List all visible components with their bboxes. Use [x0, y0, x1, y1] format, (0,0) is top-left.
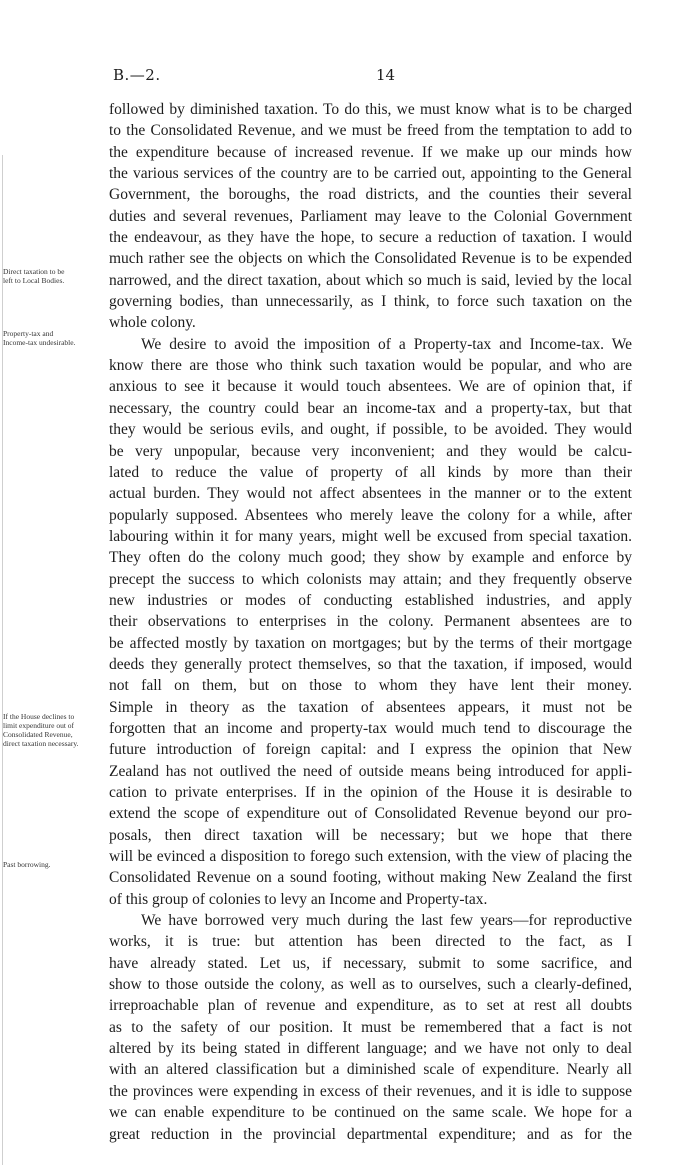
text-line: as to the safety of our position. It must be remembered that a fact is not — [109, 1018, 632, 1036]
text-line: they would be serious evils, and ought, if possible, to be avoided. They would — [109, 421, 632, 439]
text-line: precept the success to which colonists may attain; and they frequently observe — [109, 570, 632, 588]
text-line: we can enable expenditure to be continued on the same scale. We hope for a — [109, 1104, 632, 1122]
page-number: 14 — [376, 66, 396, 84]
paragraph-start-line: We have borrowed very much during the last few years—for reproductive — [141, 912, 632, 930]
text-line: posals, then direct taxation will be necessary; but we hope that there — [109, 826, 632, 844]
text-line: will be evinced a disposition to forego such extension, with the view of placing the — [109, 848, 632, 866]
text-line: popularly supposed. Absentees who merely leave the colony for a while, after — [109, 506, 632, 524]
text-line: actual burden. They would not affect absentees in the manner or to the extent — [109, 485, 632, 503]
body-text — [109, 99, 632, 1145]
paragraph-end-line: whole colony. — [109, 314, 196, 332]
marginal-note-house-declines — [3, 712, 103, 748]
text-line: extend the scope of expenditure out of Consolidated Revenue beyond our pro- — [109, 805, 632, 823]
text-line: anxious to see it because it would touch absentees. We are of opinion that, if — [109, 378, 632, 396]
text-line: Consolidated Revenue on a sound footing, without making New Zealand the first — [109, 869, 632, 887]
text-line: the expenditure because of increased revenue. If we make up our minds how — [109, 143, 632, 161]
text-line: labouring within it for many years, might well be excused from special taxation. — [109, 527, 632, 545]
text-line: cation to private enterprises. If in the opinion of the House it is desirable to — [109, 784, 632, 801]
text-line: to the Consolidated Revenue, and we must be freed from the temptation to add to — [109, 122, 632, 140]
text-line: They often do the colony much good; they show by example and enforce by — [109, 549, 632, 567]
marginal-note-line: Property-tax and — [3, 329, 54, 338]
text-line: necessary, the country could bear an income-tax and a property-tax, but that — [109, 399, 632, 417]
text-line: future introduction of foreign capital: and I express the opinion that New — [109, 741, 632, 759]
text-line: duties and several revenues, Parliament may leave to the Colonial Government — [109, 207, 632, 225]
text-line: governing bodies, than unnecessarily, as I think, to force such taxation on the — [109, 293, 632, 311]
marginal-note-line: Income-tax undesirable. — [3, 338, 76, 347]
text-line: the provinces were expending in excess of their revenues, and it is idle to suppose — [109, 1082, 632, 1100]
text-line: with an altered classification but a diminished scale of expenditure. Nearly all — [109, 1061, 632, 1079]
text-line: show to those outside the colony, as well as to ourselves, such a clearly-defined, — [109, 976, 632, 994]
text-line: know there are those who think such taxation would be popular, and who are — [109, 357, 632, 375]
text-line: not fall on them, but on those to whom they have lent their money. — [109, 677, 632, 695]
text-line: works, it is true: but attention has been directed to the fact, as I — [109, 933, 632, 951]
text-line: be very unpopular, because very inconvenient; and they would be calcu- — [109, 442, 632, 460]
text-line: be affected mostly by taxation on mortgages; but by the terms of their mortgage — [109, 634, 632, 652]
text-line: have already stated. Let us, if necessary, submit to some sacrifice, and — [109, 954, 632, 972]
text-line: new industries or modes of conducting established industries, and apply — [109, 591, 632, 609]
text-line: their observations to enterprises in the colony. Permanent absentees are to — [109, 613, 632, 631]
paragraph-start-line: We desire to avoid the imposition of a Property-tax and Income-tax. We — [141, 335, 632, 353]
text-line: the endeavour, as they have the hope, to secure a reduction of taxation. I would — [109, 229, 632, 247]
text-line: much rather see the objects on which the Consolidated Revenue is to be expended — [109, 250, 632, 268]
text-line: irreproachable plan of revenue and expenditure, as to set at rest all doubts — [109, 997, 632, 1015]
text-line: Simple in theory as the taxation of absentees appears, it must not be — [109, 698, 632, 716]
text-line: followed by diminished taxation. To do this, we must know what is to be charged — [109, 101, 632, 118]
text-line: lated to reduce the value of property of all kinds by more than their — [109, 463, 632, 481]
paragraph-end-line: of this group of colonies to levy an Income and Property-tax. — [109, 890, 488, 908]
marginal-note-line: Past borrowing. — [3, 860, 51, 869]
marginal-note-line: limit expenditure out of — [3, 721, 75, 730]
marginal-note-past-borrowing — [3, 860, 103, 869]
text-line: great reduction in the provincial departmental expenditure; and as for the — [109, 1125, 632, 1143]
text-line: Government, the boroughs, the road districts, and the counties their several — [109, 186, 632, 204]
marginal-note-line: left to Local Bodies. — [3, 276, 65, 285]
page-header-reference: B.—2. — [113, 66, 161, 84]
text-line: forgotten that an income and property-tax would much tend to discourage the — [109, 719, 632, 737]
text-line: the various services of the country are to be carried out, appointing to the General — [109, 165, 632, 183]
text-line: Zealand has not outlived the need of outside means being introduced for appli- — [109, 762, 632, 780]
marginal-note-line: direct taxation necessary. — [3, 739, 79, 748]
marginal-note-direct-taxation — [3, 267, 103, 285]
marginal-note-property-tax — [3, 329, 103, 347]
marginal-note-line: If the House declines to — [3, 712, 75, 721]
text-line: altered by its being stated in different language; and we have not only to deal — [109, 1040, 632, 1058]
text-line: narrowed, and the direct taxation, about which so much is said, levied by the local — [109, 271, 632, 289]
text-line: deeds they generally protect themselves, so that the taxation, if imposed, would — [109, 655, 632, 673]
marginal-note-line: Direct taxation to be — [3, 267, 65, 276]
marginal-note-line: Consolidated Revenue, — [3, 730, 73, 739]
left-margin-rule — [2, 155, 3, 1165]
